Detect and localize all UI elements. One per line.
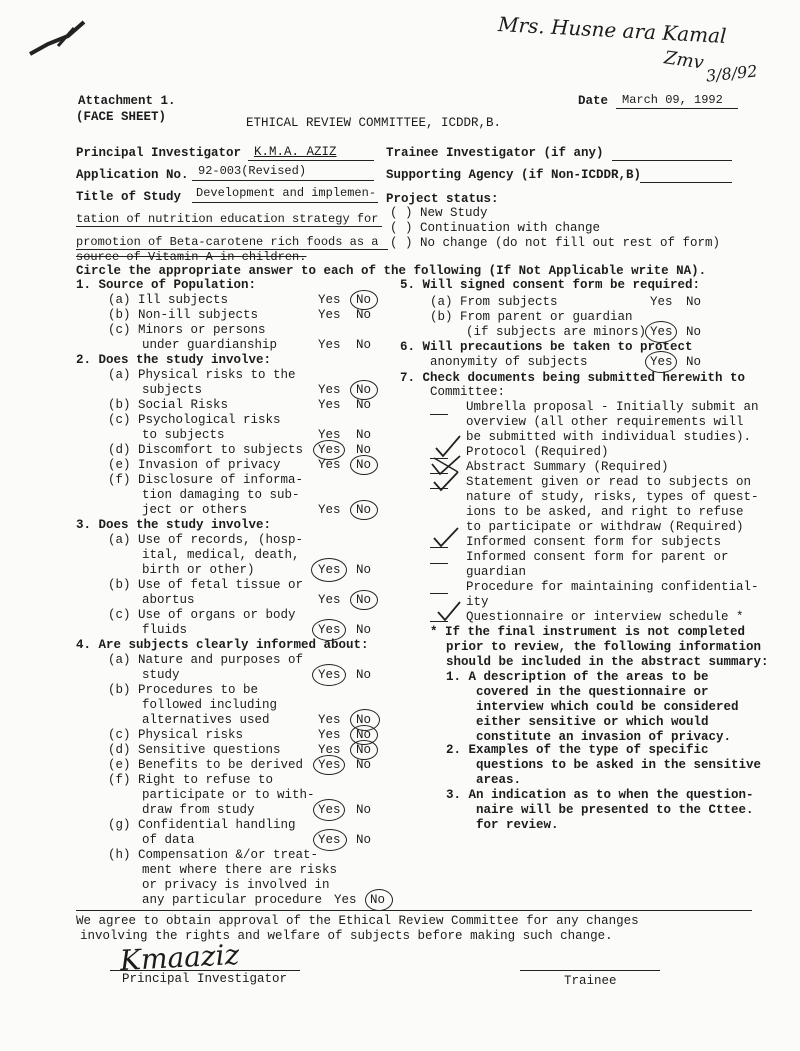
checkmark-consent-subjects: [432, 526, 462, 548]
q1: 1. Source of Population:: [76, 278, 257, 292]
title-line-4: source of Vitamin A in children.: [76, 250, 307, 264]
circle-q2e-no: [350, 455, 378, 475]
title-line-2: tation of nutrition education strategy for: [76, 212, 379, 226]
item1-line3: interview which could be considered: [476, 700, 739, 714]
pi-value: K.M.A. AZIZ: [254, 145, 337, 159]
item1-line4: either sensitive or which would: [476, 715, 709, 729]
circle-q4f-yes: [313, 799, 345, 821]
footer-divider: [76, 910, 752, 911]
q2f-no[interactable]: No: [356, 503, 372, 517]
doc-umbrella-3: be submitted with individual studies).: [466, 430, 752, 444]
q3b-yes[interactable]: Yes: [318, 593, 341, 607]
instruction: Circle the appropriate answer to each of the following (If Not Applicable write NA).: [76, 264, 707, 278]
circle-q3c-yes: [312, 619, 346, 641]
doc-consent-subjects: Informed consent form for subjects: [466, 535, 722, 549]
q1c-no[interactable]: No: [356, 338, 372, 352]
doc-consent-parent-2: guardian: [466, 565, 527, 579]
title-line-1: Development and implemen-: [196, 186, 377, 200]
q4a-line2: study: [142, 668, 180, 682]
item2-line3: areas.: [476, 773, 522, 787]
q3b-line2: abortus: [142, 593, 195, 607]
q4f-yes[interactable]: Yes: [318, 803, 341, 817]
circle-q1a-no: [350, 290, 378, 310]
date-value: March 09, 1992: [622, 93, 723, 107]
q4d-yes[interactable]: Yes: [318, 743, 341, 757]
status-new[interactable]: ( ) New Study: [390, 206, 488, 220]
doc-statement-2: nature of study, risks, types of quest-: [466, 490, 759, 504]
q2b-no[interactable]: No: [356, 398, 372, 412]
agreement-line1: We agree to obtain approval of the Ethical Review Committee for any changes: [76, 914, 639, 928]
circle-q2a-no: [350, 380, 378, 400]
q4g-no[interactable]: No: [356, 833, 372, 847]
q4f-no[interactable]: No: [356, 803, 372, 817]
agency-label: Supporting Agency (if Non-ICDDR,B): [386, 168, 642, 182]
q2a-line1: (a) Physical risks to the: [108, 368, 296, 382]
q7-line2: Committee:: [430, 385, 506, 399]
q2e-yes[interactable]: Yes: [318, 458, 341, 472]
q2f-line2: tion damaging to sub-: [142, 488, 300, 502]
q4a-no[interactable]: No: [356, 668, 372, 682]
q4d: (d) Sensitive questions: [108, 743, 281, 757]
q3c-line1: (c) Use of organs or body: [108, 608, 296, 622]
status-no-change[interactable]: ( ) No change (do not fill out rest of form): [390, 236, 721, 250]
q4b-line2: followed including: [142, 698, 278, 712]
q2c-yes[interactable]: Yes: [318, 428, 341, 442]
q6-no[interactable]: No: [686, 355, 702, 369]
q4: 4. Are subjects clearly informed about:: [76, 638, 369, 652]
doc-statement-4: to participate or withdraw (Required): [466, 520, 744, 534]
q1a-yes[interactable]: Yes: [318, 293, 341, 307]
agreement-line2: involving the rights and welfare of subjects before making such change.: [80, 929, 613, 943]
item2-line1: 2. Examples of the type of specific: [446, 743, 709, 757]
q4h-line4: any particular procedure: [142, 893, 323, 907]
q1c-yes[interactable]: Yes: [318, 338, 341, 352]
trainee-label: Trainee Investigator (if any): [386, 146, 604, 160]
q2d-no[interactable]: No: [356, 443, 372, 457]
doc-statement-1: Statement given or read to subjects on: [466, 475, 752, 489]
note-line3: should be included in the abstract summary:: [446, 655, 769, 669]
q2d: (d) Discomfort to subjects: [108, 443, 304, 457]
q4a-yes[interactable]: Yes: [318, 668, 341, 682]
q4h-line3: or privacy is involved in: [142, 878, 330, 892]
circle-q3b-no: [350, 590, 378, 610]
q4b-line3: alternatives used: [142, 713, 270, 727]
q3a-no[interactable]: No: [356, 563, 372, 577]
circle-q2d-yes: [313, 440, 345, 460]
q4a-line1: (a) Nature and purposes of: [108, 653, 304, 667]
q2d-yes[interactable]: Yes: [318, 443, 341, 457]
checkmark-statement: [432, 470, 462, 492]
q5a-yes[interactable]: Yes: [650, 295, 673, 309]
q6-line1: 6. Will precautions be taken to protect: [400, 340, 693, 354]
q5b-line1: (b) From parent or guardian: [430, 310, 633, 324]
app-label: Application No.: [76, 168, 189, 182]
q2: 2. Does the study involve:: [76, 353, 272, 367]
q1b-yes[interactable]: Yes: [318, 308, 341, 322]
q4b-line1: (b) Procedures to be: [108, 683, 259, 697]
q3a-line2: ital, medical, death,: [142, 548, 300, 562]
q7-line1: 7. Check documents being submitted herewith to: [400, 371, 746, 385]
item2-line2: questions to be asked in the sensitive: [476, 758, 762, 772]
corner-smudge: [28, 18, 88, 58]
q2c-line2: to subjects: [142, 428, 225, 442]
q1c-line1: (c) Minors or persons: [108, 323, 266, 337]
q5a-no[interactable]: No: [686, 295, 702, 309]
q4h-no[interactable]: No: [370, 893, 386, 907]
item1-line2: covered in the questionnaire or: [476, 685, 709, 699]
q4e-no[interactable]: No: [356, 758, 372, 772]
doc-statement-3: ions to be asked, and right to refuse: [466, 505, 744, 519]
circle-q4e-yes: [313, 755, 345, 775]
item3-line1: 3. An indication as to when the question-: [446, 788, 754, 802]
circle-q2f-no: [350, 500, 378, 520]
handwritten-date: 3/8/92: [705, 61, 759, 86]
q2c-no[interactable]: No: [356, 428, 372, 442]
circle-q4g-yes: [313, 829, 347, 851]
q3b-line1: (b) Use of fetal tissue or: [108, 578, 304, 592]
q5: 5. Will signed consent form be required:: [400, 278, 701, 292]
q2c-line1: (c) Psychological risks: [108, 413, 281, 427]
q3a-line1: (a) Use of records, (hosp-: [108, 533, 304, 547]
date-label: Date: [578, 94, 609, 108]
doc-confidentiality-1: Procedure for maintaining confidential-: [466, 580, 759, 594]
doc-umbrella-1: Umbrella proposal - Initially submit an: [466, 400, 759, 414]
q2a-no[interactable]: No: [356, 383, 372, 397]
item1-line5: constitute an invasion of privacy.: [476, 730, 732, 744]
title-line-3: promotion of Beta-carotene rich foods as a: [76, 235, 379, 249]
item1-line1: 1. A description of the areas to be: [446, 670, 709, 684]
circle-q4a-yes: [312, 664, 346, 686]
q1a: (a) Ill subjects: [108, 293, 229, 307]
checkmark-questionnaire: [436, 600, 464, 622]
item3-line2: naire will be presented to the Cttee.: [476, 803, 754, 817]
app-value: 92-003(Revised): [198, 164, 307, 178]
status-continuation[interactable]: ( ) Continuation with change: [390, 221, 601, 235]
title-label: Title of Study: [76, 190, 182, 204]
committee-title: ETHICAL REVIEW COMMITTEE, ICDDR,B.: [246, 116, 502, 130]
circle-q4h-no: [365, 889, 393, 911]
handwritten-name: Mrs. Husne ara Kamal: [497, 12, 728, 48]
q6-yes[interactable]: Yes: [650, 355, 673, 369]
q4c: (c) Physical risks: [108, 728, 244, 742]
trainee-signature-line[interactable]: [520, 970, 660, 971]
q2f-line3: ject or others: [142, 503, 248, 517]
q3c-no[interactable]: No: [356, 623, 372, 637]
q5b-line2: (if subjects are minors): [466, 325, 647, 339]
q3c-line2: fluids: [142, 623, 188, 637]
doc-umbrella-2: overview (all other requirements will: [466, 415, 744, 429]
q4f-line1: (f) Right to refuse to: [108, 773, 274, 787]
q3b-no[interactable]: No: [356, 593, 372, 607]
q1c-line2: under guardianship: [142, 338, 278, 352]
q3c-yes[interactable]: Yes: [318, 623, 341, 637]
q4e-yes[interactable]: Yes: [318, 758, 341, 772]
face-sheet-label: (FACE SHEET): [76, 110, 167, 124]
q4c-no[interactable]: No: [356, 728, 372, 742]
q2f-line1: (f) Disclosure of informa-: [108, 473, 304, 487]
q5a: (a) From subjects: [430, 295, 558, 309]
trainee-sign-label: Trainee: [564, 974, 617, 988]
q4h-line2: ment where there are risks: [142, 863, 338, 877]
q4g-line1: (g) Confidential handling: [108, 818, 296, 832]
blank-confidentiality[interactable]: [430, 593, 448, 594]
q3a-yes[interactable]: Yes: [318, 563, 341, 577]
pi-sign-label: Principal Investigator: [122, 972, 288, 986]
q4g-yes[interactable]: Yes: [318, 833, 341, 847]
circle-q6-yes: [645, 351, 677, 373]
q3a-line3: birth or other): [142, 563, 255, 577]
q4b-no[interactable]: No: [356, 713, 372, 727]
blank-umbrella[interactable]: [430, 414, 448, 415]
doc-questionnaire: Questionnaire or interview schedule *: [466, 610, 744, 624]
q6-line2: anonymity of subjects: [430, 355, 588, 369]
q4h-yes[interactable]: Yes: [334, 893, 357, 907]
q2e-no[interactable]: No: [356, 458, 372, 472]
doc-protocol: Protocol (Required): [466, 445, 609, 459]
q4g-line2: of data: [142, 833, 195, 847]
q4c-yes[interactable]: Yes: [318, 728, 341, 742]
q5b-yes[interactable]: Yes: [650, 325, 673, 339]
circle-q3a-yes: [311, 558, 347, 582]
q1b-no[interactable]: No: [356, 308, 372, 322]
q2e: (e) Invasion of privacy: [108, 458, 281, 472]
attachment-label: Attachment 1.: [78, 94, 176, 108]
agency-field[interactable]: [640, 182, 732, 183]
q4f-line2: participate or to with-: [142, 788, 315, 802]
q4d-no[interactable]: No: [356, 743, 372, 757]
handwritten-initials: Zmv: [662, 47, 706, 74]
trainee-field[interactable]: [612, 160, 732, 161]
doc-consent-parent-1: Informed consent form for parent or: [466, 550, 729, 564]
circle-q4d-no: [350, 740, 378, 760]
q1b: (b) Non-ill subjects: [108, 308, 259, 322]
q2b: (b) Social Risks: [108, 398, 229, 412]
q5b-no[interactable]: No: [686, 325, 702, 339]
q2b-yes[interactable]: Yes: [318, 398, 341, 412]
q2a-line2: subjects: [142, 383, 203, 397]
q4b-yes[interactable]: Yes: [318, 713, 341, 727]
q1a-no[interactable]: No: [356, 293, 372, 307]
pi-label: Principal Investigator: [76, 146, 242, 160]
pi-signature: Kmaaziz: [119, 937, 241, 978]
note-line1: * If the final instrument is not completed: [430, 625, 746, 639]
q2f-yes[interactable]: Yes: [318, 503, 341, 517]
note-line2: prior to review, the following information: [446, 640, 762, 654]
q4f-line3: draw from study: [142, 803, 255, 817]
item3-line3: for review.: [476, 818, 559, 832]
q4e: (e) Benefits to be derived: [108, 758, 304, 772]
doc-abstract: Abstract Summary (Required): [466, 460, 669, 474]
pi-signature-line[interactable]: [110, 970, 300, 971]
blank-consent-parent[interactable]: [430, 563, 448, 564]
doc-confidentiality-2: ity: [466, 595, 489, 609]
q2a-yes[interactable]: Yes: [318, 383, 341, 397]
q4h-line1: (h) Compensation &/or treat-: [108, 848, 319, 862]
project-status-label: Project status:: [386, 192, 499, 206]
q3: 3. Does the study involve:: [76, 518, 272, 532]
